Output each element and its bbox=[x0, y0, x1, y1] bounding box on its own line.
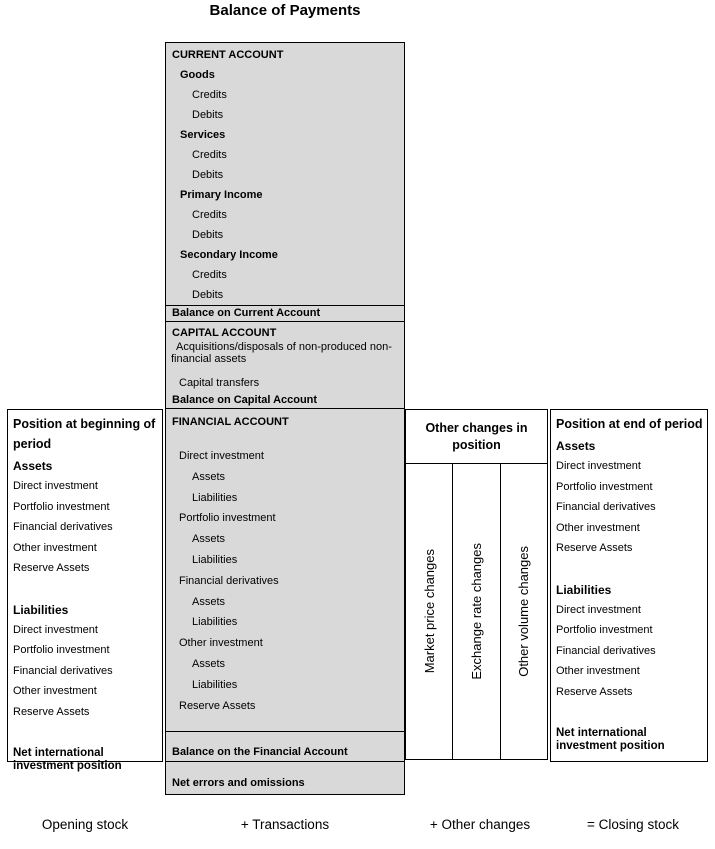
fin-financial-derivatives: Financial derivatives bbox=[179, 574, 279, 587]
other-changes-header bbox=[405, 409, 548, 464]
balance-on-capital-account: Balance on Capital Account bbox=[172, 394, 318, 406]
beginning-liability-item: Direct investment bbox=[13, 623, 98, 636]
equation-other-changes: + Other changes bbox=[429, 817, 531, 832]
end-liabilities-header: Liabilities bbox=[556, 582, 612, 597]
capital-account-header: CAPITAL ACCOUNT bbox=[172, 327, 277, 339]
category-goods: Goods bbox=[180, 69, 215, 81]
end-liability-item: Financial derivatives bbox=[556, 644, 656, 657]
position-beginning-title: Position at beginning of period bbox=[13, 417, 156, 451]
beginning-net-position: Net international investment position bbox=[13, 747, 122, 772]
goods-debits: Debits bbox=[192, 109, 224, 121]
position-beginning-box bbox=[7, 409, 163, 772]
equation-transactions: + Transactions bbox=[240, 817, 330, 832]
secondary-income-credits: Credits bbox=[192, 269, 227, 281]
fin-derivatives-assets: Assets bbox=[192, 595, 226, 608]
end-asset-item: Financial derivatives bbox=[556, 501, 656, 513]
end-assets-header: Assets bbox=[556, 439, 596, 453]
end-liability-item: Other investment bbox=[556, 665, 640, 677]
balance-on-financial-account: Balance on the Financial Account bbox=[166, 731, 404, 760]
primary-income-debits: Debits bbox=[192, 229, 224, 241]
capital-account-section bbox=[166, 322, 404, 409]
end-asset-item: Other investment bbox=[556, 521, 640, 534]
spacer bbox=[166, 365, 404, 373]
market-price-changes-label: Market price changes bbox=[421, 549, 437, 674]
capital-transfers-item: Capital transfers bbox=[179, 377, 260, 389]
current-account-section bbox=[166, 43, 404, 322]
beginning-asset-item: Financial derivatives bbox=[13, 521, 113, 533]
exchange-rate-changes-label: Exchange rate changes bbox=[468, 543, 484, 680]
position-end-title: Position at end of period bbox=[556, 417, 703, 431]
bop-column bbox=[165, 42, 405, 795]
fin-portfolio-assets: Assets bbox=[192, 533, 226, 546]
current-account-header: CURRENT ACCOUNT bbox=[172, 49, 284, 61]
fin-direct-investment: Direct investment bbox=[179, 450, 264, 462]
category-services: Services bbox=[180, 129, 226, 141]
financial-account-header: FINANCIAL ACCOUNT bbox=[172, 416, 289, 428]
beginning-liability-item: Financial derivatives bbox=[13, 664, 113, 677]
beginning-asset-item: Other investment bbox=[13, 541, 97, 554]
secondary-income-debits: Debits bbox=[192, 289, 224, 301]
end-liability-item: Portfolio investment bbox=[556, 624, 653, 636]
spacer bbox=[166, 432, 404, 446]
beginning-liability-item: Reserve Assets bbox=[13, 705, 90, 718]
net-errors-section bbox=[166, 762, 404, 795]
beginning-liability-item: Other investment bbox=[13, 685, 97, 697]
category-primary-income: Primary Income bbox=[180, 189, 263, 201]
page-title: Balance of Payments bbox=[209, 2, 361, 19]
other-changes-title: Other changes in position bbox=[425, 420, 528, 452]
fin-derivatives-liabilities: Liabilities bbox=[192, 616, 238, 629]
beginning-assets-header: Assets bbox=[13, 459, 53, 473]
services-debits: Debits bbox=[192, 169, 224, 181]
fin-portfolio-investment: Portfolio investment bbox=[179, 512, 276, 525]
net-errors-and-omissions: Net errors and omissions bbox=[172, 777, 305, 789]
beginning-asset-item: Portfolio investment bbox=[13, 500, 110, 513]
end-asset-item: Portfolio investment bbox=[556, 480, 653, 493]
category-secondary-income: Secondary Income bbox=[180, 249, 278, 261]
equation-closing-stock: = Closing stock bbox=[587, 817, 679, 832]
other-volume-changes-column bbox=[501, 464, 548, 759]
end-asset-item: Direct investment bbox=[556, 460, 641, 472]
beginning-liability-item: Portfolio investment bbox=[13, 644, 110, 656]
beginning-liabilities-header: Liabilities bbox=[13, 602, 69, 617]
financial-account-section bbox=[166, 409, 404, 762]
services-credits: Credits bbox=[192, 149, 227, 161]
beginning-asset-item: Reserve Assets bbox=[13, 562, 90, 574]
fin-portfolio-liabilities: Liabilities bbox=[192, 553, 238, 566]
fin-direct-liabilities: Liabilities bbox=[192, 491, 238, 504]
primary-income-credits: Credits bbox=[192, 209, 227, 221]
market-price-changes-column bbox=[406, 464, 453, 759]
other-changes-columns bbox=[405, 464, 548, 760]
end-net-position: Net international investment position bbox=[556, 727, 665, 752]
goods-credits: Credits bbox=[192, 89, 227, 101]
fin-reserve-assets: Reserve Assets bbox=[179, 699, 256, 712]
position-end-box bbox=[550, 409, 708, 762]
fin-direct-assets: Assets bbox=[192, 470, 226, 483]
end-liability-item: Direct investment bbox=[556, 603, 641, 616]
end-asset-item: Reserve Assets bbox=[556, 542, 633, 554]
fin-other-liabilities: Liabilities bbox=[192, 678, 238, 691]
capital-acquisitions-item: Acquisitions/disposals of non-produced non-financial assets bbox=[171, 341, 392, 365]
other-volume-changes-label: Other volume changes bbox=[516, 546, 532, 677]
equation-opening-stock: Opening stock bbox=[41, 817, 129, 832]
fin-other-investment: Other investment bbox=[179, 637, 263, 650]
balance-on-current-account: Balance on Current Account bbox=[166, 305, 404, 321]
fin-other-assets: Assets bbox=[192, 657, 226, 670]
exchange-rate-changes-column bbox=[453, 464, 500, 759]
end-liability-item: Reserve Assets bbox=[556, 685, 633, 698]
beginning-asset-item: Direct investment bbox=[13, 480, 98, 492]
